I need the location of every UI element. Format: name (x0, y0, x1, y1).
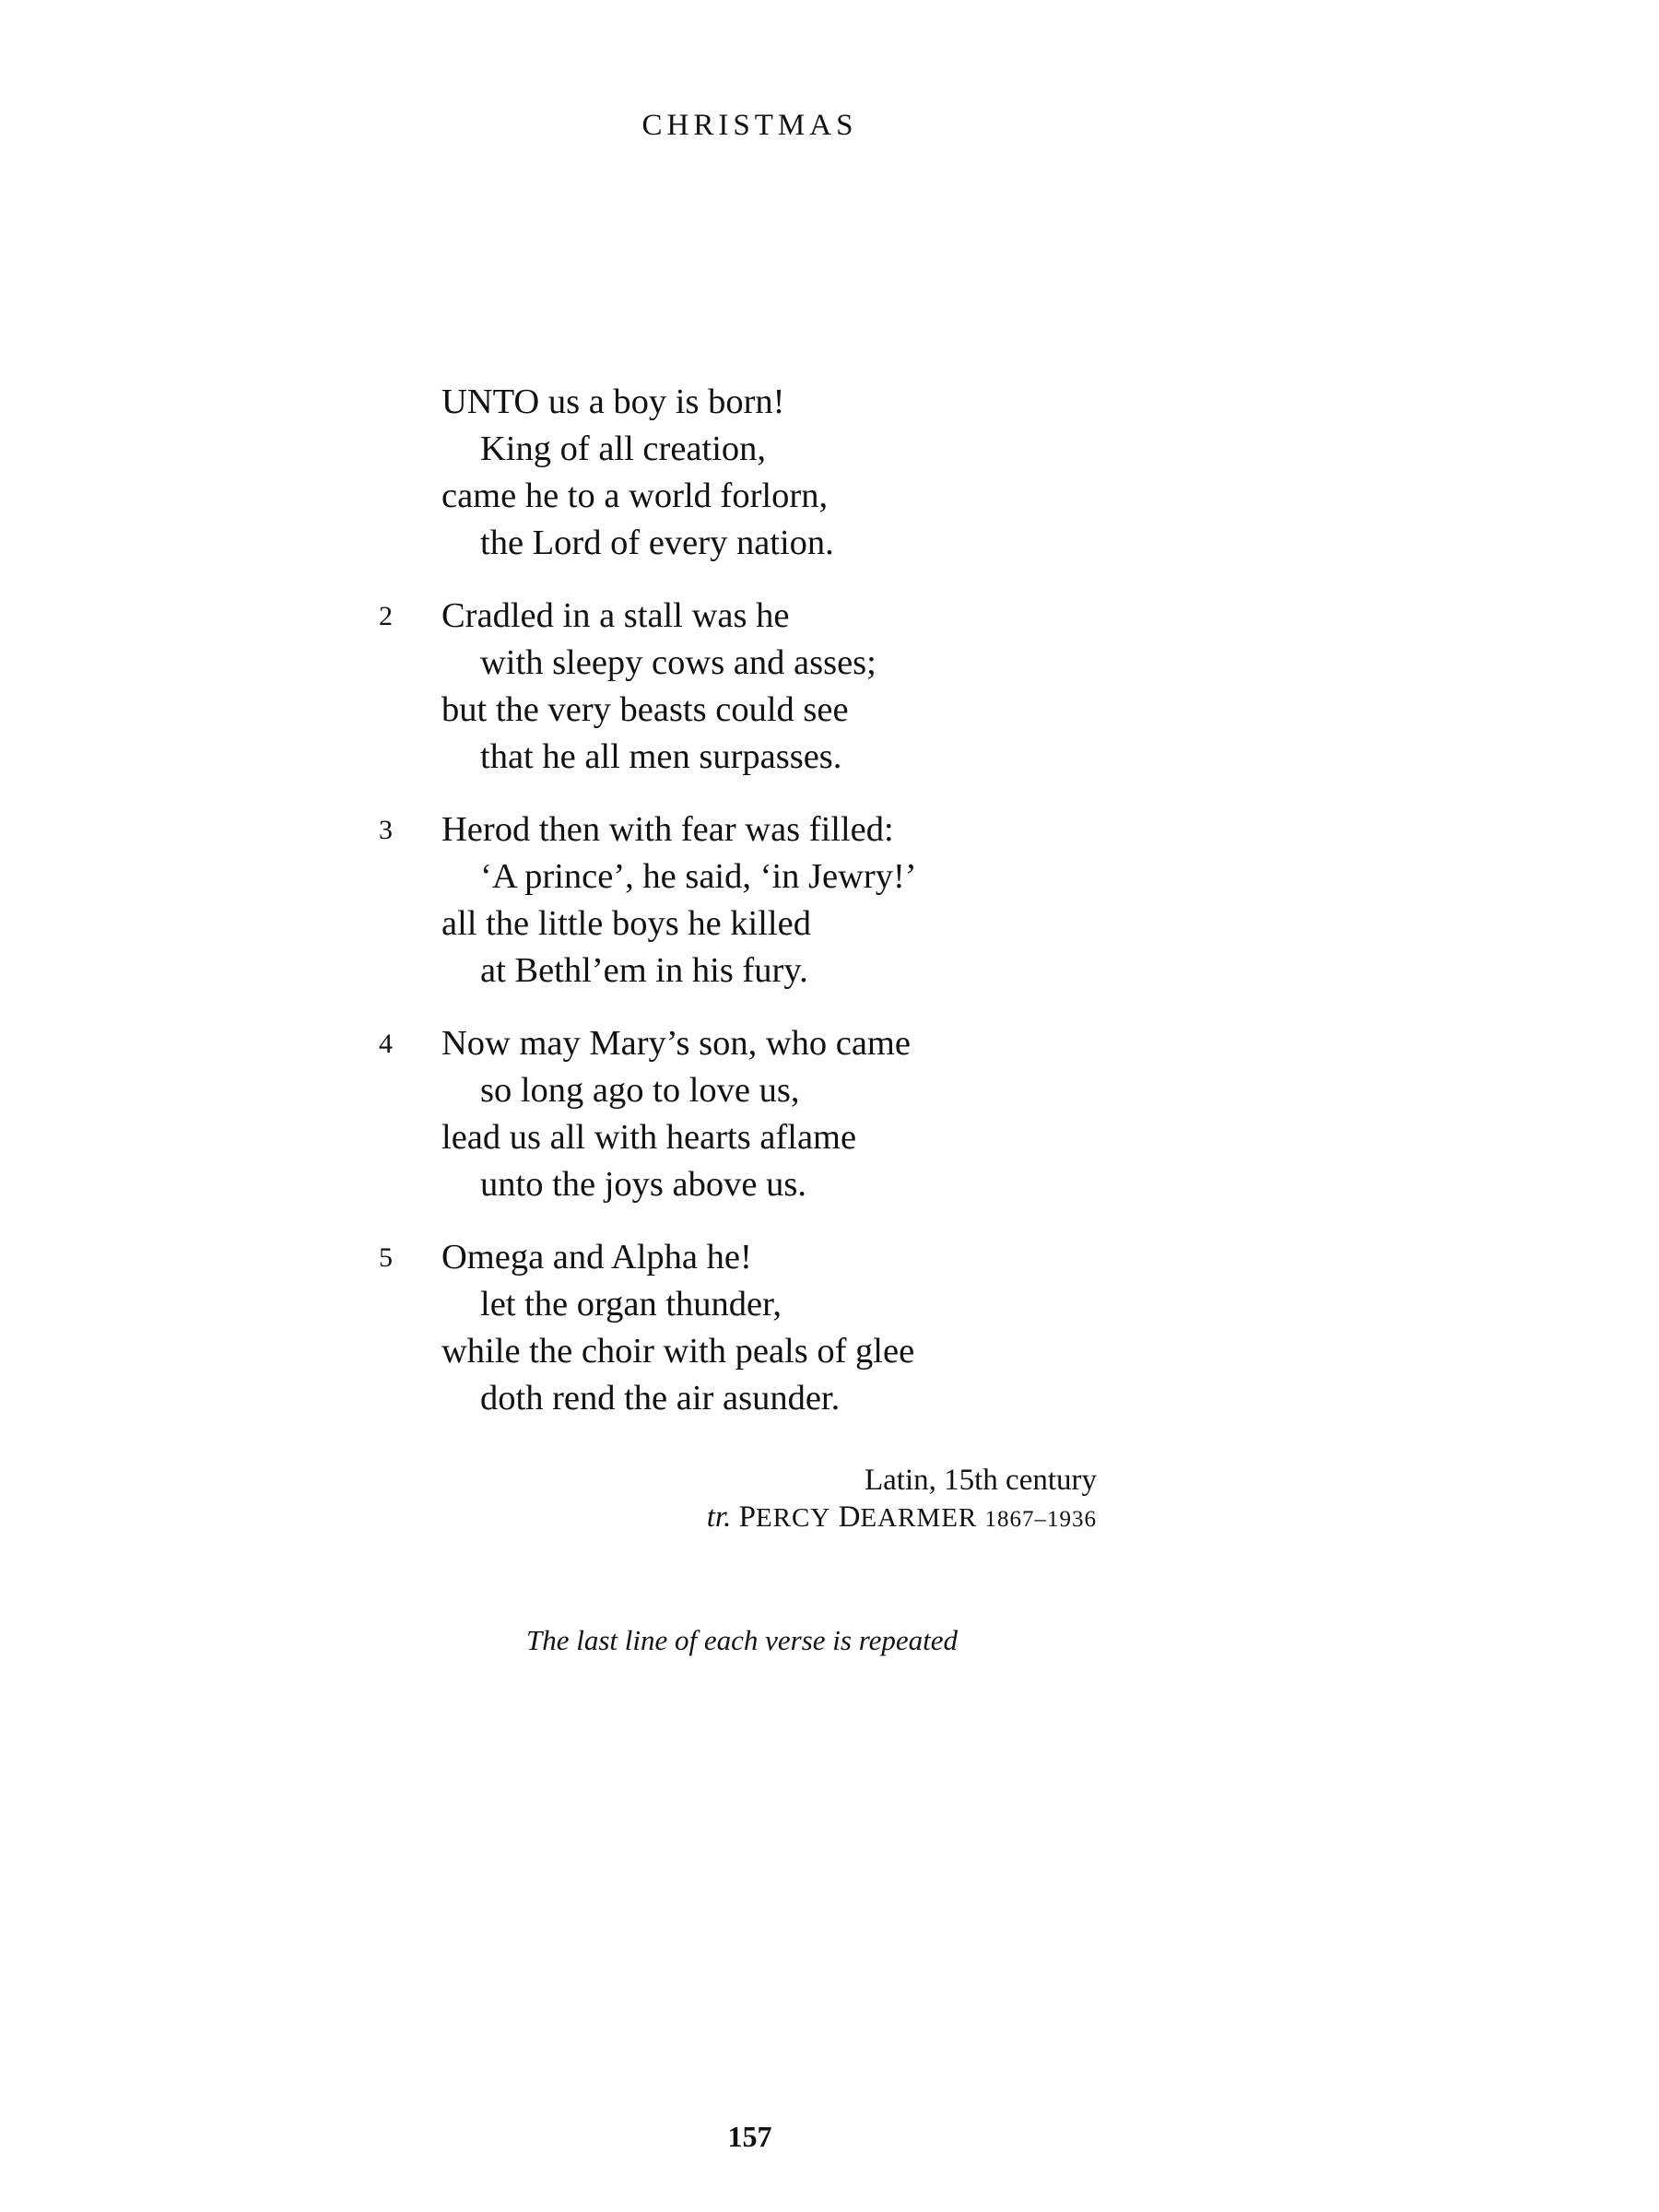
verse-line: came he to a world forlorn, (441, 477, 829, 515)
translator-dates: 1867–1936 (984, 1507, 1097, 1532)
verse-line: unto the joys above us. (480, 1165, 806, 1204)
translator-rest-p: ERCY (755, 1503, 831, 1533)
verse-number: 4 (379, 1029, 393, 1059)
attribution-source: Latin, 15th century (864, 1464, 1097, 1497)
verse-number: 3 (379, 815, 393, 845)
translator-rest-d: EARMER (860, 1503, 978, 1533)
verse-line: all the little boys he killed (441, 904, 811, 943)
translator-prefix: tr. (706, 1500, 732, 1534)
performance-note: The last line of each verse is repeated (525, 1624, 959, 1656)
verse-line: so long ago to love us, (480, 1071, 800, 1110)
page-number: 157 (727, 2120, 772, 2153)
verse-number: 5 (379, 1242, 393, 1273)
verse-line: UNTO us a boy is born! (441, 382, 785, 421)
running-head: CHRISTMAS (641, 109, 858, 142)
verse-line: the Lord of every nation. (480, 524, 834, 562)
verse-line: ‘A prince’, he said, ‘in Jewry!’ (480, 857, 917, 896)
verse-1 (369, 379, 1106, 567)
verse-line: King of all creation, (480, 429, 767, 468)
verse-line: but the very beasts could see (441, 690, 849, 729)
verse-line: Herod then with fear was filled: (441, 810, 894, 849)
verse-line: Cradled in a stall was he (441, 596, 790, 635)
translator-initial-p: P (738, 1500, 756, 1534)
verse-2 (369, 593, 1106, 781)
verse-line: that he all men surpasses. (480, 737, 842, 776)
verse-line: with sleepy cows and asses; (480, 643, 877, 682)
verse-line: Now may Mary’s son, who came (441, 1024, 911, 1063)
verse-3 (369, 806, 1106, 994)
translator-initial-d: D (838, 1500, 861, 1534)
verse-line: at Bethl’em in his fury. (480, 951, 808, 990)
attribution (707, 1462, 1097, 1538)
verse-5 (369, 1234, 1106, 1422)
verse-4 (369, 1020, 1106, 1208)
verse-line: lead us all with hearts aflame (441, 1118, 857, 1157)
attribution-translator (707, 1499, 1097, 1538)
verse-line: Omega and Alpha he! (441, 1238, 752, 1277)
verse-line: doth rend the air asunder. (480, 1379, 841, 1418)
verse-line: let the organ thunder, (480, 1285, 782, 1324)
verse-line: while the choir with peals of glee (441, 1332, 915, 1371)
verse-number: 2 (379, 601, 393, 631)
hymn-text (369, 379, 1106, 1448)
